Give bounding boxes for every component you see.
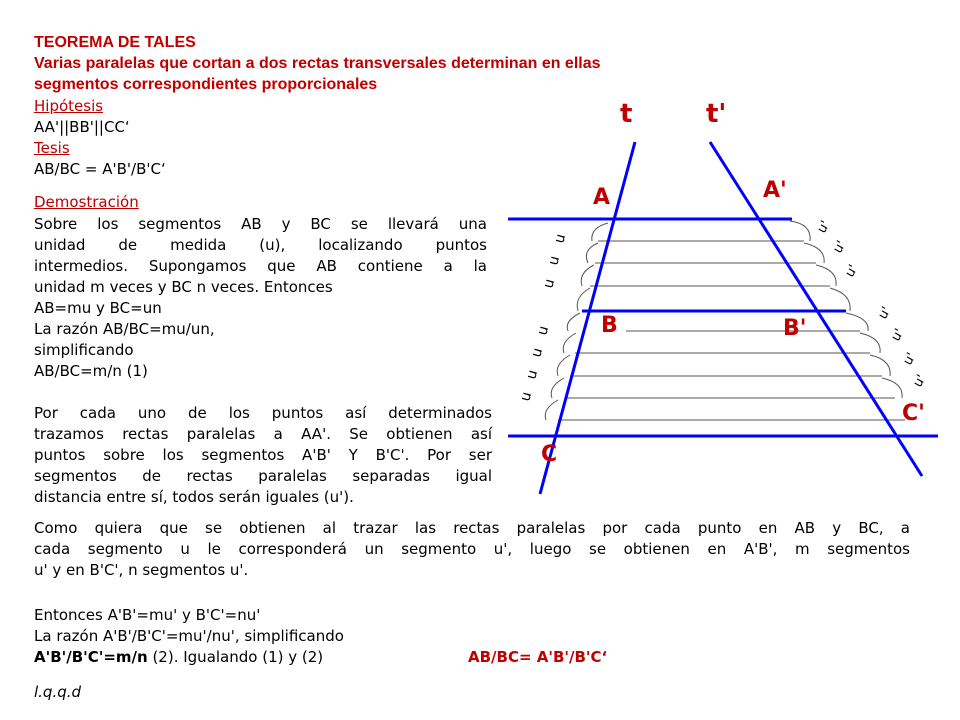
u-label: u — [517, 390, 536, 404]
thesis-text: AB/BC = A'B'/B'C‘ — [34, 160, 166, 178]
brace-u — [563, 333, 576, 353]
demo-p2-line: puntos sobre los segmentos A'B' Y B'C'. Por ser — [34, 446, 492, 464]
thesis-label: Tesis — [34, 139, 70, 157]
brace-u — [577, 288, 590, 311]
demo-label: Demostración — [34, 193, 139, 211]
u-prime-label: u' — [888, 326, 908, 344]
label-C: C — [541, 442, 558, 467]
u-label: u — [523, 368, 542, 382]
demo-p2-line: Por cada uno de los puntos así determinados — [34, 404, 492, 422]
demo-p1-line: Sobre los segmentos AB y BC se llevará una — [34, 215, 487, 233]
brace-u — [551, 378, 564, 398]
label-B-prime: B' — [783, 316, 807, 341]
demo-line-primes: Entonces A'B'=mu' y B'C'=nu' — [34, 606, 261, 624]
brace-u — [586, 243, 598, 263]
demo-line-ab: AB=mu y BC=un — [34, 299, 162, 317]
brace-u — [557, 355, 570, 376]
u-label: u — [540, 277, 559, 291]
result2-rest: (2). Igualando (1) y (2) — [147, 648, 324, 666]
left-braces — [545, 223, 608, 420]
label-t-prime: t' — [706, 99, 727, 129]
brace-u-prime — [830, 288, 850, 311]
demo-p2-line: segmentos de rectas paralelas separadas igual — [34, 467, 492, 485]
label-B: B — [601, 313, 618, 338]
demo-p2-line: trazamos rectas paralelas a AA'. Se obtienen así — [34, 425, 492, 443]
demo-p3-line: Como quiera que se obtienen al trazar las rectas paralelas por cada punto en AB y BC, a — [34, 519, 910, 537]
hypothesis-label: Hipótesis — [34, 97, 104, 115]
u-prime-label: u' — [814, 218, 834, 236]
label-A-prime: A' — [763, 178, 787, 203]
qed: l.q.q.d — [34, 683, 82, 701]
brace-u-prime — [816, 265, 836, 286]
u-prime-label: u' — [875, 304, 895, 322]
u-label: u — [528, 346, 547, 360]
u-label: u — [551, 232, 570, 246]
final-conclusion: AB/BC= A'B'/B'C‘ — [468, 648, 608, 666]
transversal-t-prime — [710, 142, 922, 476]
brace-u-prime — [804, 243, 824, 263]
hypothesis-text: AA'||BB'||CC‘ — [34, 118, 130, 136]
u-prime-label: u' — [842, 262, 862, 280]
u-labels — [517, 232, 569, 403]
u-prime-label: u' — [830, 238, 850, 256]
parallel-lines — [508, 219, 938, 436]
demo-line-result1: AB/BC=m/n (1) — [34, 362, 148, 380]
theorem-statement-line1: Varias paralelas que cortan a dos rectas transversales determinan en ellas — [34, 55, 601, 72]
u-label: u — [545, 254, 564, 268]
brace-u-prime — [790, 221, 810, 241]
demo-p1-line: intermedios. Supongamos que AB contiene a la — [34, 257, 487, 275]
brace-u — [592, 223, 608, 241]
demo-line-ratio: La razón AB/BC=mu/un, — [34, 320, 215, 338]
u-prime-label: u' — [910, 372, 930, 390]
theorem-statement-line2: segmentos correspondientes proporcionales — [34, 76, 378, 93]
point-labels — [541, 99, 925, 467]
label-C-prime: C' — [902, 401, 925, 426]
brace-u-prime — [846, 313, 868, 331]
brace-u-prime — [870, 355, 890, 376]
brace-u — [545, 400, 558, 420]
demo-p2-line: distancia entre sí, todos serán iguales (u'). — [34, 488, 354, 506]
u-prime-label: u' — [900, 350, 920, 368]
brace-u — [567, 313, 580, 331]
label-A: A — [593, 185, 611, 210]
demo-line-simplify: simplificando — [34, 341, 134, 359]
brace-u-prime — [860, 333, 880, 353]
demo-p1-line: unidad m veces y BC n veces. Entonces — [34, 278, 333, 296]
u-prime-labels — [814, 218, 929, 390]
brace-u-prime — [882, 378, 902, 398]
demo-p3-line: cada segmento u le corresponderá un segmento u', luego se obtienen en A'B', m segmentos — [34, 540, 910, 558]
demo-p1-line: unidad de medida (u), localizando puntos — [34, 236, 487, 254]
result2-bold: A'B'/B'C'=m/n — [34, 648, 148, 666]
demo-p3-line: u' y en B'C', n segmentos u'. — [34, 561, 249, 579]
brace-u — [581, 265, 594, 286]
u-label: u — [534, 324, 553, 338]
label-t: t — [620, 99, 633, 129]
demo-line-ratio-primes: La razón A'B'/B'C'=mu'/nu', simplificando — [34, 627, 344, 645]
theorem-title: TEOREMA DE TALES — [34, 34, 196, 51]
